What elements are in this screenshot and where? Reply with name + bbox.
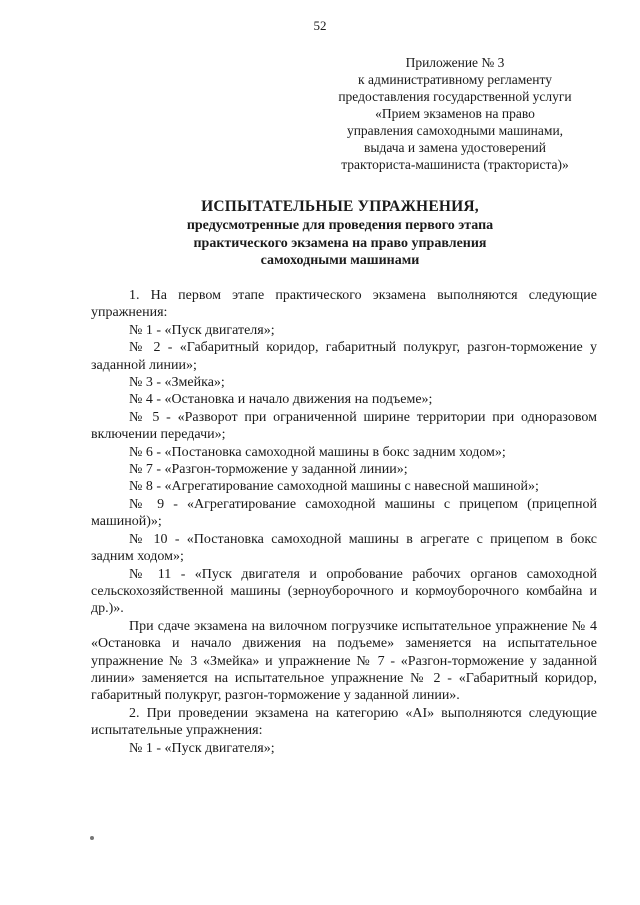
page-number: 52 [313, 18, 327, 33]
margin-dot [90, 836, 94, 840]
appendix-line: предоставления государственной услуги [338, 89, 572, 104]
exercise-item: № 1 - «Пуск двигателя»; [129, 740, 275, 756]
exercise-item: № 4 - «Остановка и начало движения на подъеме»; [129, 392, 433, 408]
exercise-item: № 11 - «Пуск двигателя и опробование рабочих органов самоходной сельскохозяйственной машины (зерноуборочного и кормоуборочного комбайна и др.)». [91, 566, 597, 617]
appendix-header [300, 54, 610, 173]
appendix-line: управления самоходными машинами, [346, 123, 564, 138]
exercise-item: № 8 - «Агрегатирование самоходной машины с навесной машиной»; [129, 479, 539, 495]
appendix-line: выдача и замена удостоверений [364, 140, 546, 155]
title-sub-line: самоходными машинами [260, 253, 420, 268]
exercise-item: № 7 - «Разгон-торможение у заданной линии»; [129, 462, 408, 478]
exercise-item: № 3 - «Змейка»; [129, 375, 225, 391]
title-sub-line: практического экзамена на право управления [193, 235, 487, 251]
document-title [100, 197, 580, 270]
appendix-line: Приложение № 3 [405, 55, 505, 70]
document-body [91, 287, 597, 757]
exercise-item: № 9 - «Агрегатирование самоходной машины с прицепом (прицепной машиной)»; [91, 496, 597, 530]
paragraph: 2. При проведении экзамена на категорию «AI» выполняются следующие испытательные упражнения: [91, 705, 597, 739]
title-sub-line: предусмотренные для проведения первого этапа [186, 218, 494, 233]
exercise-item: № 6 - «Постановка самоходной машины в бокс задним ходом»; [129, 444, 506, 460]
exercise-item: № 2 - «Габаритный коридор, габаритный полукруг, разгон-торможение у заданной линии»; [91, 340, 597, 373]
paragraph: 1. На первом этапе практического экзамена выполняются следующие упражнения: [91, 288, 597, 321]
title-main: ИСПЫТАТЕЛЬНЫЕ УПРАЖНЕНИЯ, [201, 198, 479, 215]
paragraph: При сдаче экзамена на вилочном погрузчике испытательное упражнение № 4 «Остановка и начало движения на подъеме» заменяется на испытательное упражнение № 3 «Змейка» и упражнение № 7 - «Разгон-торможение у заданной линии» заменяется на испытательное упражнение № 2 - «Габаритный коридор, габаритный полукруг, разгон-торможение у заданной линии». [91, 618, 597, 704]
appendix-line: тракториста-машиниста (тракториста)» [341, 157, 569, 172]
exercise-item: № 5 - «Разворот при ограниченной ширине территории при одноразовом включении передачи»; [91, 409, 597, 443]
appendix-line: к административному регламенту [358, 72, 552, 87]
appendix-line: «Прием экзаменов на право [375, 106, 535, 121]
exercise-item: № 10 - «Постановка самоходной машины в агрегате с прицепом в бокс задним ходом»; [91, 531, 597, 565]
exercise-item: № 1 - «Пуск двигателя»; [129, 322, 275, 338]
